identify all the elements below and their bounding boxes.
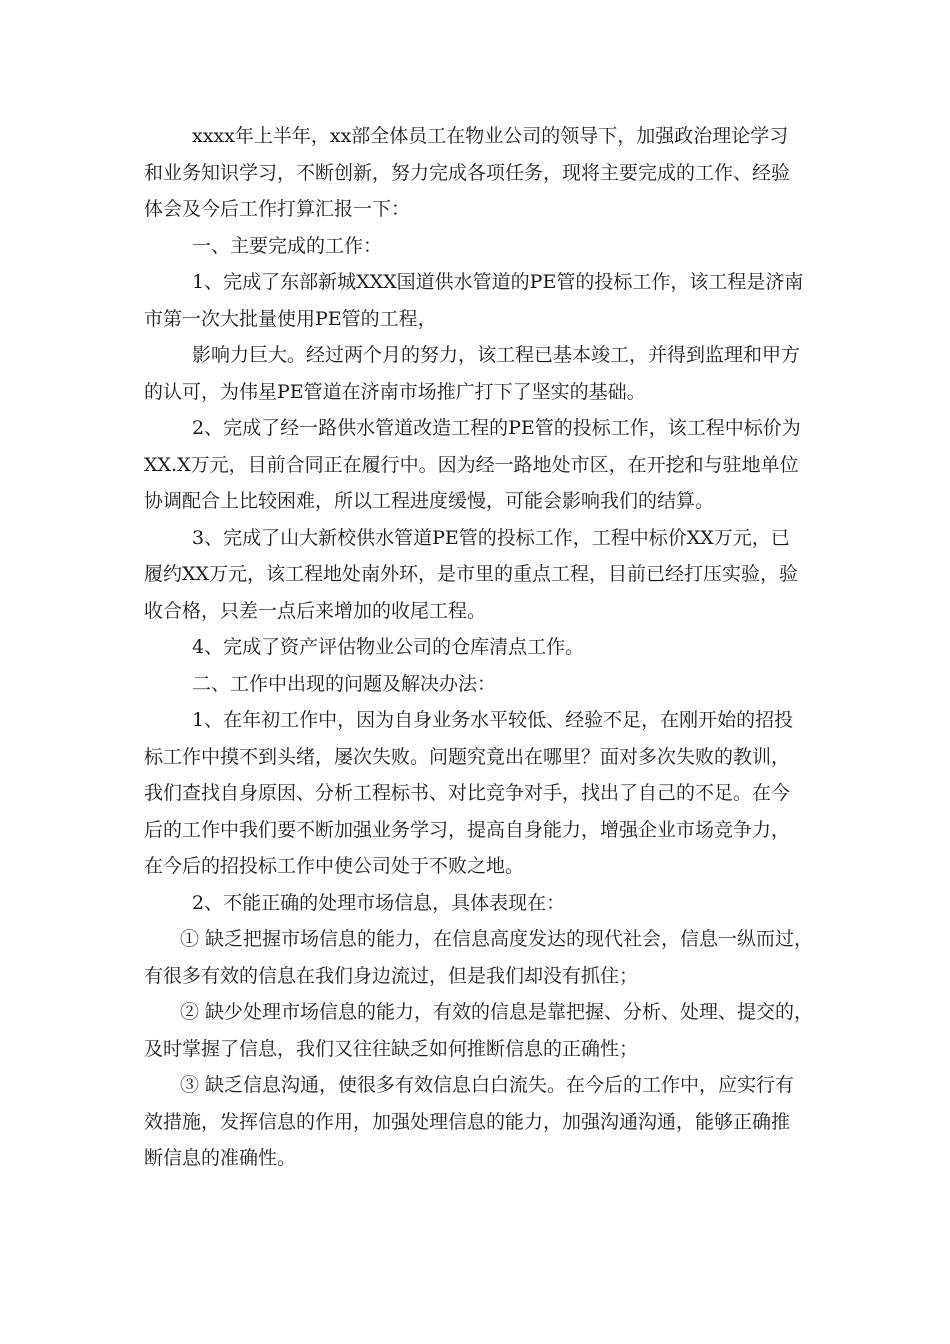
text-line: 二、工作中出现的问题及解决办法： <box>192 672 497 695</box>
text-line: 协调配合上比较困难，所以工程进度缓慢，可能会影响我们的结算。 <box>144 490 715 512</box>
problem-item-1 <box>144 702 816 885</box>
text-line: 1、在年初工作中，因为自身业务水平较低、经验不足，在刚开始的招投 <box>192 709 794 731</box>
text-line: 标工作中摸不到头绪，屡次失败。问题究竟出在哪里？面对多次失败的教训， <box>144 745 791 768</box>
list-item-2 <box>144 410 816 520</box>
text-line: 履约XX万元，该工程地处南外环，是市里的重点工程，目前已经打压实验，验 <box>144 563 799 585</box>
text-line: 体会及今后工作打算汇报一下： <box>144 198 411 220</box>
list-item-1-continued <box>144 337 816 410</box>
text-line: 2、完成了经一路供水管道改造工程的PE管的投标工作，该工程中标价为 <box>192 417 801 439</box>
text-line: 收合格，只差一点后来增加的收尾工程。 <box>144 599 487 622</box>
circled-item-2 <box>144 994 816 1067</box>
text-line: 在今后的招投标工作中使公司处于不败之地。 <box>144 855 525 877</box>
text-line: ① 缺乏把握市场信息的能力，在信息高度发达的现代社会，信息一纵而过， <box>180 928 814 950</box>
text-line: 2、不能正确的处理市场信息，具体表现在： <box>192 891 566 914</box>
intro-paragraph <box>144 118 816 228</box>
problem-item-2 <box>144 885 816 922</box>
text-line: 市第一次大批量使用PE管的工程， <box>144 307 437 330</box>
text-line: 3、完成了山大新校供水管道PE管的投标工作，工程中标价XX万元，已 <box>192 526 790 549</box>
text-line: 有很多有效的信息在我们身边流过，但是我们却没有抓住； <box>144 964 639 987</box>
text-line: 断信息的准确性。 <box>144 1147 297 1169</box>
text-line: xxxx年上半年，xx部全体员工在物业公司的领导下，加强政治理论学习 <box>192 125 789 147</box>
text-line: 我们查找自身原因、分析工程标书、对比竞争对手，找出了自己的不足。在今 <box>144 782 791 804</box>
text-line: XX.X万元，目前合同正在履行中。因为经一路地处市区，在开挖和与驻地单位 <box>144 453 799 476</box>
list-item-1 <box>144 264 816 337</box>
section-heading-1 <box>144 228 816 265</box>
text-line: 和业务知识学习，不断创新，努力完成各项任务，现将主要完成的工作、经验 <box>144 161 791 184</box>
text-line: 及时掌握了信息，我们又往往缺乏如何推断信息的正确性； <box>144 1037 639 1060</box>
text-line: 一、主要完成的工作： <box>192 234 383 257</box>
circled-item-3 <box>144 1067 816 1177</box>
text-line: 4、完成了资产评估物业公司的仓库清点工作。 <box>192 636 585 658</box>
text-line: ③ 缺乏信息沟通，使很多有效信息白白流失。在今后的工作中，应实行有 <box>180 1074 795 1096</box>
section-heading-2 <box>144 666 816 703</box>
text-line: 后的工作中我们要不断加强业务学习，提高自身能力，增强企业市场竞争力， <box>144 818 791 841</box>
text-line: 的认可，为伟星PE管道在济南市场推广打下了坚实的基础。 <box>144 380 646 403</box>
circled-item-1 <box>144 921 816 994</box>
text-line: ② 缺少处理市场信息的能力，有效的信息是靠把握、分析、处理、提交的， <box>180 1001 814 1023</box>
text-line: 效措施，发挥信息的作用，加强处理信息的能力，加强沟通沟通，能够正确推 <box>144 1110 791 1133</box>
document-body <box>144 118 816 1177</box>
text-line: 1、完成了东部新城XXX国道供水管道的PE管的投标工作，该工程是济南 <box>192 271 804 293</box>
list-item-4 <box>144 629 816 666</box>
list-item-3 <box>144 520 816 630</box>
text-line: 影响力巨大。经过两个月的努力，该工程已基本竣工，并得到监理和甲方 <box>192 344 801 366</box>
